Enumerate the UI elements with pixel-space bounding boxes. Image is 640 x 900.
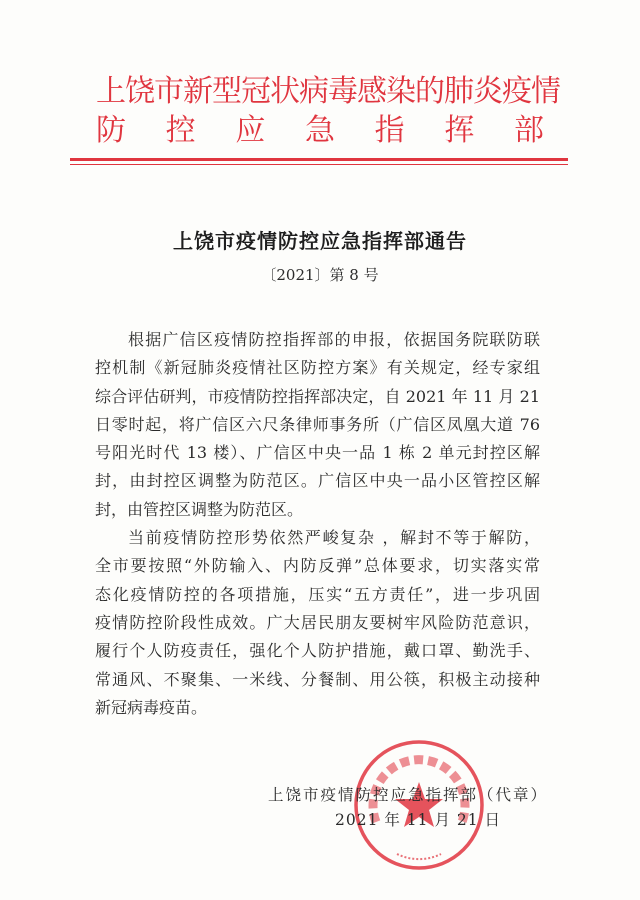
paragraph-2 [95,524,540,722]
document-number: 〔2021〕第 8 号 [261,266,379,284]
body-line: 常通风、不聚集、一米线、分餐制、用公筷，积极主动接种 [95,669,540,689]
letterhead-line1: 上饶市新型冠状病毒感染的肺炎疫情 [96,74,560,109]
issue-date: 2021 年 11 月 21 日 [335,811,502,829]
body-line: 当前疫情防控形势依然严峻复杂 ，解封不等于解防， [128,528,540,548]
body-line: 履行个人防疫责任，强化个人防护措施，戴口罩、勤洗手、 [95,641,540,661]
official-seal-icon [352,738,486,872]
body-line: 控机制《新冠肺炎疫情社区防控方案》有关规定，经专家组 [95,358,540,378]
body-line: 根据广信区疫情防控指挥部的申报，依据国务院联防联 [128,330,540,349]
body-line: 号阳光时代 13 楼）、广信区中央一品 1 栋 2 单元封控区解 [95,443,540,463]
body-line: 全市要按照“外防输入、内防反弹”总体要求，切实落实常 [95,556,540,576]
issuer-signature: 上饶市疫情防控应急指挥部（代章） [268,786,549,804]
body-line: 态化疫情防控的各项措施，压实“五方责任”，进一步巩固 [95,584,540,604]
letterhead-line2: 防控应急指挥部 [96,113,544,148]
body-line: 疫情防控阶段性成效。广大居民朋友要树牢风险防范意识， [95,612,540,632]
letterhead-rule-thin [70,164,568,165]
letterhead-rule-thick [70,158,568,161]
body-line: 封，由封控区调整为防范区。广信区中央一品小区管控区解 [95,471,540,491]
paragraph-1 [95,326,540,524]
notice-body [95,326,540,722]
body-line: 日零时起，将广信区六尺条律师事务所（广信区凤凰大道 76 [95,414,540,434]
body-line: 综合评估研判，市疫情防控指挥部决定，自 2021 年 11 月 21 [95,386,540,406]
notice-title: 上饶市疫情防控应急指挥部通告 [173,229,467,253]
body-line: 封，由管控区调整为防范区。 [95,499,304,519]
body-line: 新冠病毒疫苗。 [95,697,208,717]
